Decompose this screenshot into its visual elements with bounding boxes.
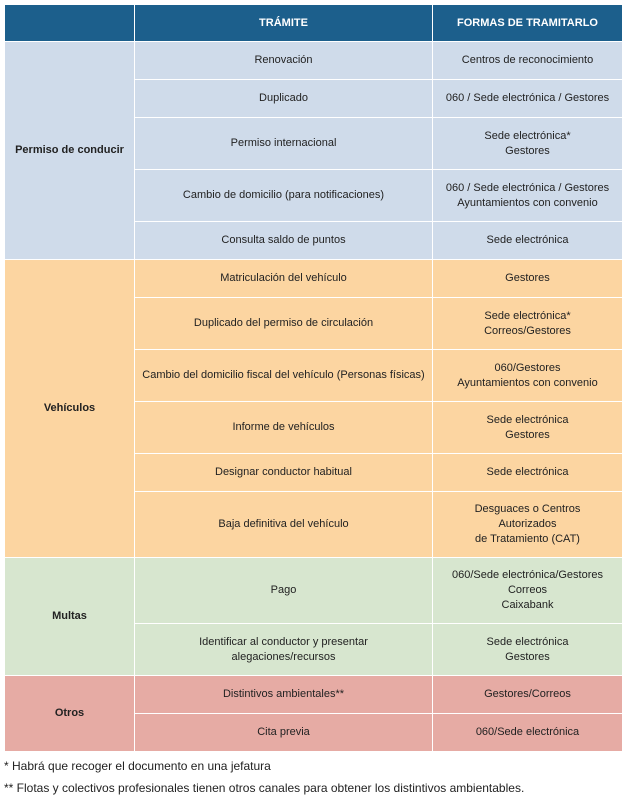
formas-cell: Gestores — [433, 260, 623, 298]
tramite-cell: Cambio del domicilio fiscal del vehículo (Personas físicas) — [135, 350, 433, 402]
tramite-cell: Matriculación del vehículo — [135, 260, 433, 298]
table-row — [5, 558, 623, 624]
table-row — [5, 260, 623, 298]
table-header-row — [5, 5, 623, 42]
tramite-cell: Duplicado — [135, 80, 433, 118]
table-row — [5, 42, 623, 80]
tramite-cell: Designar conductor habitual — [135, 454, 433, 492]
formas-cell: Sede electrónica* Correos/Gestores — [433, 298, 623, 350]
tramite-cell: Baja definitiva del vehículo — [135, 492, 433, 558]
tramite-cell: Informe de vehículos — [135, 402, 433, 454]
tramite-cell: Pago — [135, 558, 433, 624]
tramite-cell: Distintivos ambientales** — [135, 676, 433, 714]
formas-cell: Centros de reconocimiento — [433, 42, 623, 80]
formas-cell: Gestores/Correos — [433, 676, 623, 714]
footnote-1: * Habrá que recoger el documento en una jefatura — [4, 759, 271, 773]
formas-cell: 060 / Sede electrónica / Gestores Ayuntamientos con convenio — [433, 170, 623, 222]
category-vehiculos: Vehículos — [5, 260, 135, 558]
tramite-cell: Renovación — [135, 42, 433, 80]
tramite-cell: Identificar al conductor y presentar alegaciones/recursos — [135, 624, 433, 676]
tramites-table — [4, 4, 623, 752]
formas-cell: 060/Sede electrónica/Gestores Correos Caixabank — [433, 558, 623, 624]
formas-cell: 060 / Sede electrónica / Gestores — [433, 80, 623, 118]
category-multas: Multas — [5, 558, 135, 676]
tramite-cell: Consulta saldo de puntos — [135, 222, 433, 260]
tramite-cell: Cita previa — [135, 714, 433, 752]
formas-cell: 060/Sede electrónica — [433, 714, 623, 752]
table-row — [5, 676, 623, 714]
formas-cell: Sede electrónica* Gestores — [433, 118, 623, 170]
formas-cell: Sede electrónica Gestores — [433, 624, 623, 676]
header-tramite: TRÁMITE — [135, 5, 433, 42]
formas-cell: Sede electrónica Gestores — [433, 402, 623, 454]
tramite-cell: Cambio de domicilio (para notificaciones) — [135, 170, 433, 222]
tramite-cell: Duplicado del permiso de circulación — [135, 298, 433, 350]
tramite-cell: Permiso internacional — [135, 118, 433, 170]
category-otros: Otros — [5, 676, 135, 752]
header-formas: FORMAS DE TRAMITARLO — [433, 5, 623, 42]
formas-cell: Desguaces o Centros Autorizados de Tratamiento (CAT) — [433, 492, 623, 558]
category-permiso: Permiso de conducir — [5, 42, 135, 260]
formas-cell: Sede electrónica — [433, 222, 623, 260]
header-category — [5, 5, 135, 42]
formas-cell: 060/Gestores Ayuntamientos con convenio — [433, 350, 623, 402]
formas-cell: Sede electrónica — [433, 454, 623, 492]
footnote-2: ** Flotas y colectivos profesionales tienen otros canales para obtener los distintivos ambientables. — [4, 781, 525, 795]
